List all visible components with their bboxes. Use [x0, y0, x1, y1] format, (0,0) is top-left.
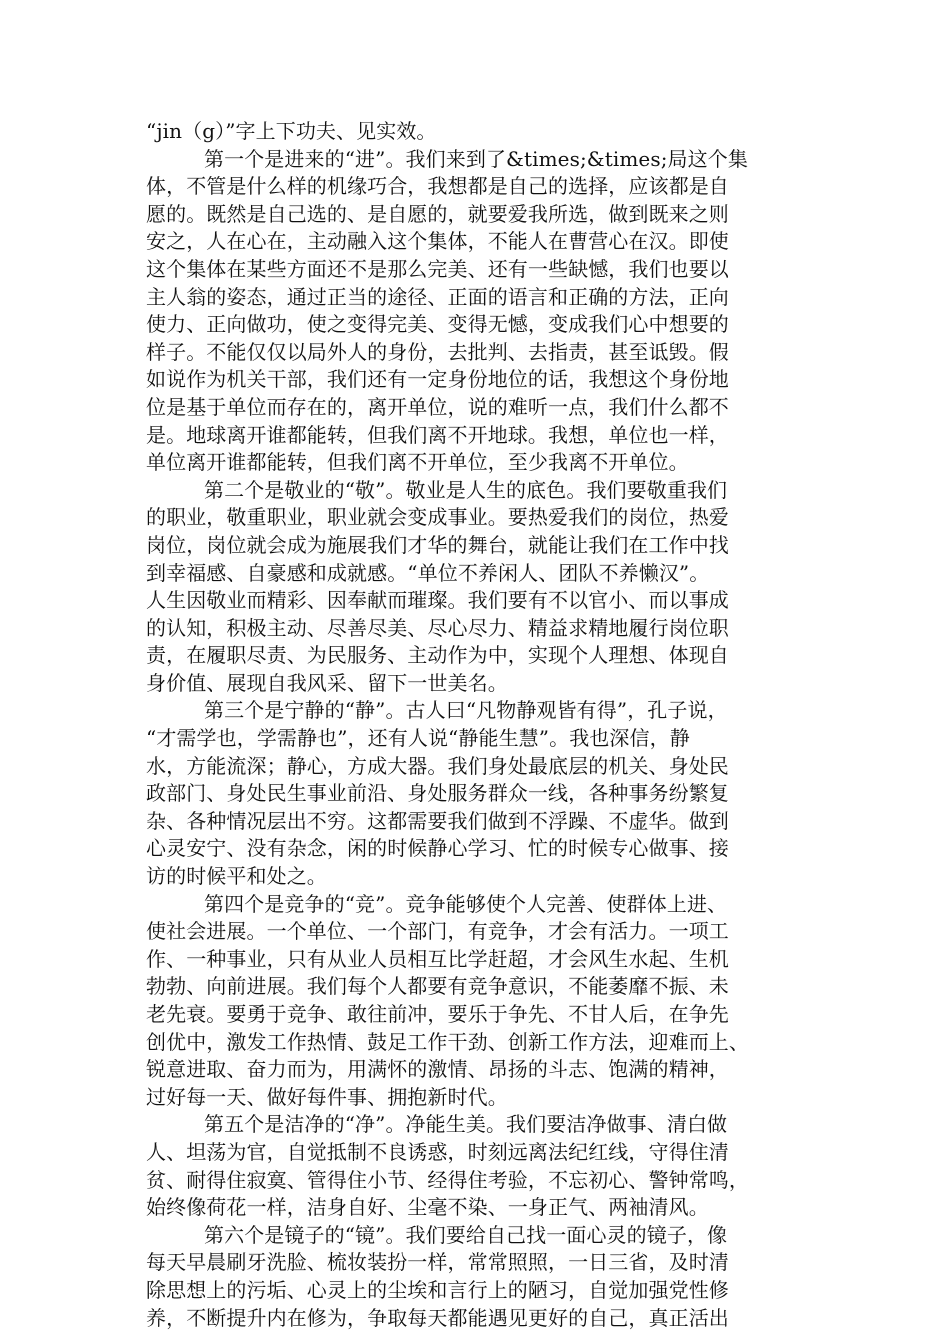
text-line: 水，方能流深；静心，方成大器。我们身处最底层的机关、身处民 [146, 753, 729, 778]
text-line: 主人翁的姿态，通过正当的途径、正面的语言和正确的方法，正向 [146, 284, 729, 309]
text-line: 身价值、展现自我风采、留下一世美名。 [146, 670, 508, 695]
text-line: 贫、耐得住寂寞、管得住小节、经得住考验，不忘初心、警钟常鸣， [146, 1167, 749, 1192]
text-line: 使力、正向做功，使之变得完美、变得无憾，变成我们心中想要的 [146, 312, 729, 337]
text-line: 的认知，积极主动、尽善尽美、尽心尽力、精益求精地履行岗位职 [146, 615, 729, 640]
text-line: 第四个是竞争的“竞”。竞争能够使个人完善、使群体上进、 [204, 891, 728, 916]
text-line: 这个集体在某些方面还不是那么完美、还有一些缺憾，我们也要以 [146, 256, 729, 281]
text-line: 创优中，激发工作热情、鼓足工作干劲、创新工作方法，迎难而上、 [146, 1029, 749, 1054]
text-line: 作、一种事业，只有从业人员相互比学赶超，才会风生水起、生机 [146, 946, 729, 971]
text-line: 第五个是洁净的“净”。净能生美。我们要洁净做事、清白做 [204, 1112, 728, 1137]
text-line: 的职业，敬重职业，职业就会变成事业。要热爱我们的岗位，热爱 [146, 505, 729, 530]
text-line: 访的时候平和处之。 [146, 864, 327, 889]
text-line: 单位离开谁都能转，但我们离不开单位，至少我离不开单位。 [146, 450, 689, 475]
text-line: “jin（g）”字上下功夫、见实效。 [146, 119, 437, 143]
text-line: 样子。不能仅仅以局外人的身份，去批判、去指责，甚至诋毁。假 [146, 339, 729, 364]
text-line: 除思想上的污垢、心灵上的尘埃和言行上的陋习，自觉加强党性修 [146, 1277, 729, 1302]
text-line: 心灵安宁、没有杂念，闲的时候静心学习、忙的时候专心做事、接 [146, 836, 729, 861]
text-line: 政部门、身处民生事业前沿、身处服务群众一线，各种事务纷繁复 [146, 781, 729, 806]
text-line: 到幸福感、自豪感和成就感。“单位不养闲人、团队不养懒汉”。 [146, 560, 710, 585]
text-line: 老先衰。要勇于竞争、敢往前冲，要乐于争先、不甘人后，在争先 [146, 1002, 729, 1026]
text-line: 是。地球离开谁都能转，但我们离不开地球。我想，单位也一样， [146, 422, 729, 447]
text-line: 每天早晨刷牙洗脸、梳妆装扮一样，常常照照，一日三省，及时清 [146, 1250, 729, 1275]
text-line: 锐意进取、奋力而为，用满怀的激情、昂扬的斗志、饱满的精神， [146, 1057, 729, 1082]
text-line: 使社会进展。一个单位、一个部门，有竞争，才会有活力。一项工 [146, 919, 729, 944]
text-line: 责，在履职尽责、为民服务、主动作为中，实现个人理想、体现自 [146, 643, 729, 668]
document-page [146, 118, 806, 1332]
text-line: 体，不管是什么样的机缘巧合，我想都是自己的选择，应该都是自 [146, 174, 729, 199]
text-line: 如说作为机关干部，我们还有一定身份地位的话，我想这个身份地 [146, 367, 729, 392]
text-line: 第二个是敬业的“敬”。敬业是人生的底色。我们要敬重我们 [204, 477, 728, 502]
text-line: 岗位，岗位就会成为施展我们才华的舞台，就能让我们在工作中找 [146, 532, 729, 557]
text-line: 第三个是宁静的“静”。古人曰“凡物静观皆有得”，孔子说， [204, 698, 728, 723]
text-line: 始终像荷花一样，洁身自好、尘毫不染、一身正气、两袖清风。 [146, 1195, 709, 1220]
text-line: 人生因敬业而精彩、因奉献而璀璨。我们要有不以官小、而以事成 [146, 588, 729, 613]
text-line: 位是基于单位而存在的，离开单位，说的难听一点，我们什么都不 [146, 394, 729, 419]
text-line: 第一个是进来的“进”。我们来到了&times;&times;局这个集 [204, 146, 748, 171]
text-line: 愿的。既然是自己选的、是自愿的，就要爱我所选，做到既来之则 [146, 201, 729, 226]
text-line: 第六个是镜子的“镜”。我们要给自己找一面心灵的镜子，像 [204, 1222, 728, 1247]
text-line: 安之，人在心在，主动融入这个集体，不能人在曹营心在汉。即使 [146, 229, 729, 254]
text-line: 杂、各种情况层出不穷。这都需要我们做到不浮躁、不虚华。做到 [146, 808, 729, 833]
text-line: 过好每一天、做好每件事、拥抱新时代。 [146, 1084, 508, 1109]
text-line: 养，不断提升内在修为，争取每天都能遇见更好的自己，真正活出 [146, 1305, 729, 1330]
text-line: 勃勃、向前进展。我们每个人都要有竞争意识，不能萎靡不振、未 [146, 974, 729, 999]
text-line: “才需学也，学需静也”，还有人说“静能生慧”。我也深信，静 [146, 726, 690, 751]
text-line: 人、坦荡为官，自觉抵制不良诱惑，时刻远离法纪红线，守得住清 [146, 1139, 729, 1164]
